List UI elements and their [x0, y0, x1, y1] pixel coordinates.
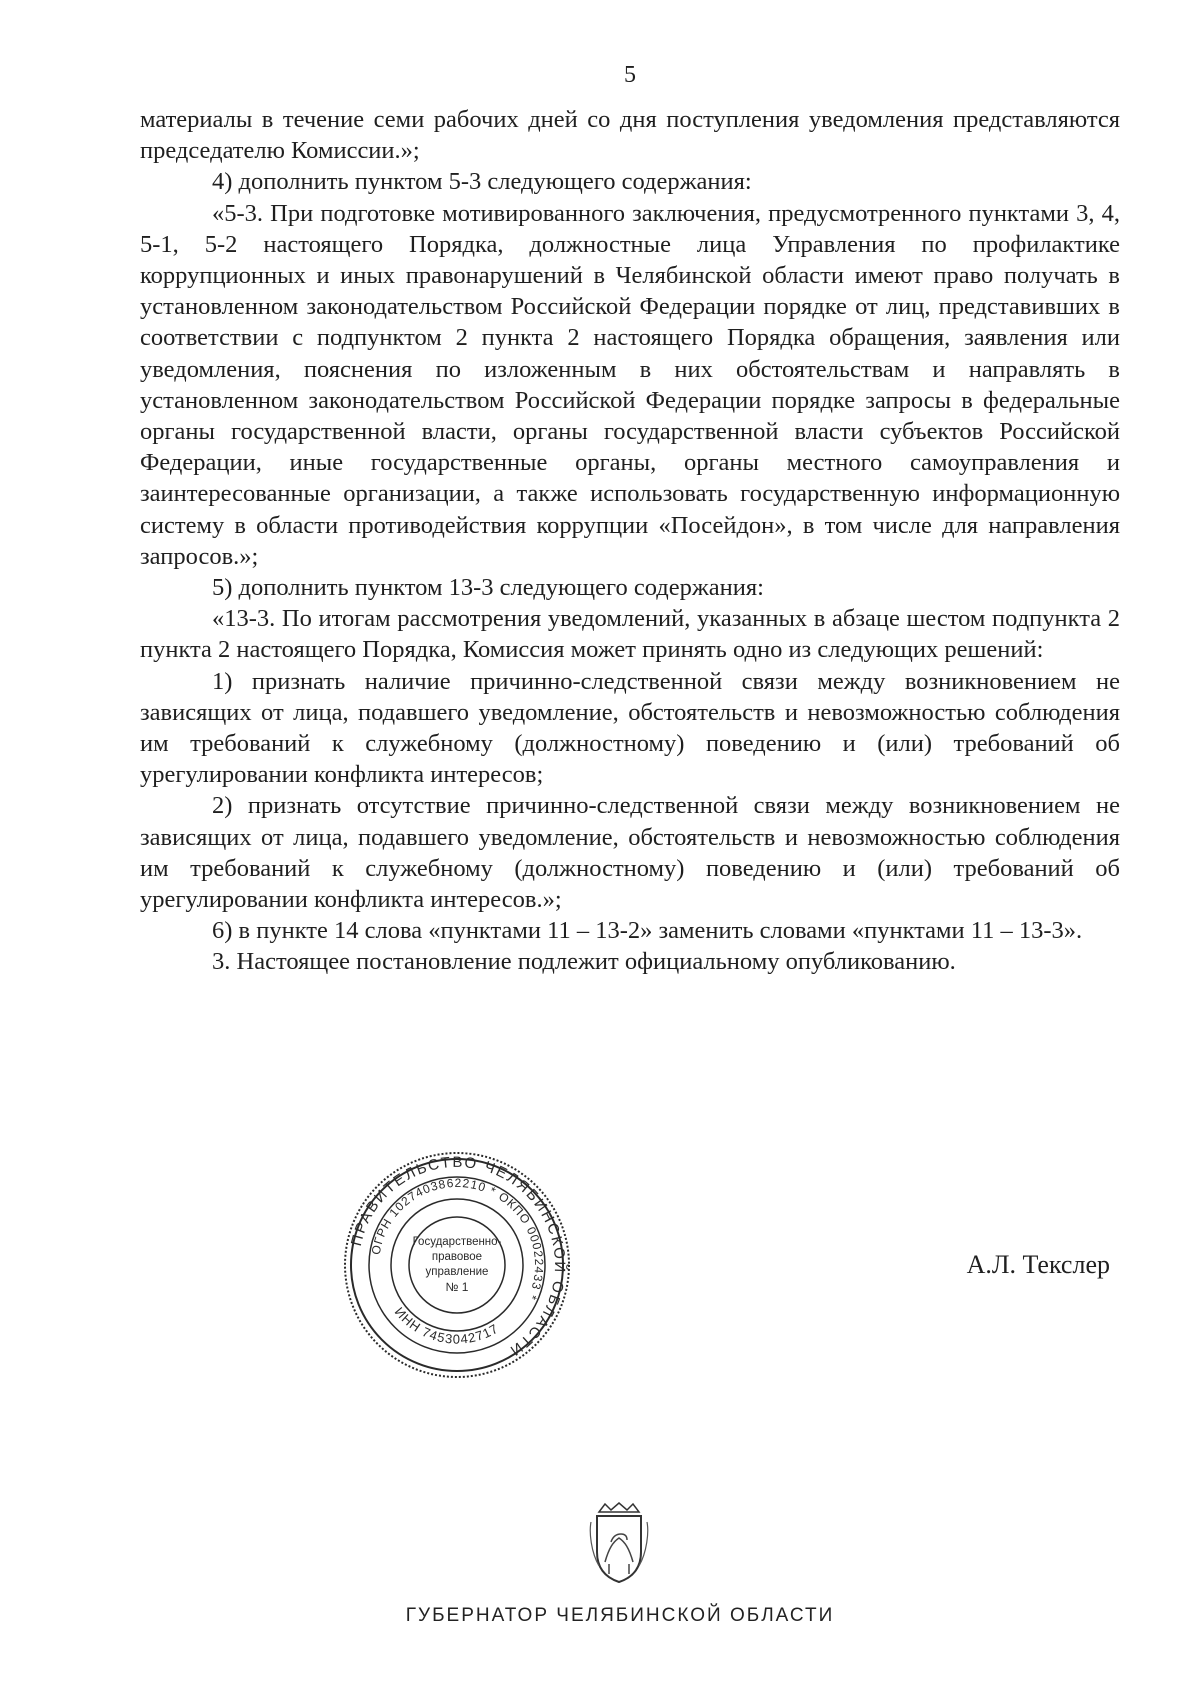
- paragraph: 2) признать отсутствие причинно-следственной связи между возникновением не зависящих от лица, подавшего уведомление, обстоятельств и невозможностью соблюдения им требований к служебному (должностному) поведению и (или) требований об урегулировании конфликта интересов.»;: [140, 792, 1120, 914]
- paragraph: материалы в течение семи рабочих дней со дня поступления уведомления представляются председателю Комиссии.»;: [140, 106, 1120, 165]
- official-seal-stamp: [342, 1150, 572, 1380]
- signer-name: А.Л. Текслер: [966, 1250, 1110, 1279]
- stamp-center-line: № 1: [445, 1280, 469, 1294]
- paragraph: 5) дополнить пунктом 13-3 следующего содержания:: [212, 574, 764, 602]
- paragraph: 1) признать наличие причинно-следственной связи между возникновением не зависящих от лица, подавшего уведомление, обстоятельств и невозможностью соблюдения им требований к служебному (должностному) поведению и (или) требований об урегулировании конфликта интересов;: [140, 667, 1120, 789]
- stamp-outer-ring-text: ПРАВИТЕЛЬСТВО ЧЕЛЯБИНСКОЙ ОБЛАСТИ: [347, 1153, 569, 1360]
- paragraph: 4) дополнить пунктом 5-3 следующего содержания:: [212, 168, 752, 196]
- coat-of-arms-icon: [585, 1502, 653, 1590]
- stamp-inn-text: ИНН 7453042717: [391, 1304, 502, 1347]
- page-number: 5: [624, 62, 636, 88]
- stamp-center-line: правовое: [431, 1251, 483, 1263]
- paragraph: 3. Настоящее постановление подлежит официальному опубликованию.: [212, 948, 956, 976]
- document-body: [140, 104, 1120, 978]
- stamp-center-line: управление: [425, 1266, 489, 1278]
- footer-governor-title: ГУБЕРНАТОР ЧЕЛЯБИНСКОЙ ОБЛАСТИ: [405, 1605, 835, 1626]
- paragraph: 6) в пункте 14 слова «пунктами 11 – 13-2» заменить словами «пунктами 11 – 13-3».: [212, 917, 1083, 945]
- stamp-inner-ring-text: ОГРН 1027403862210 * ОКПО 00022433 *: [368, 1175, 547, 1303]
- signature-block: [0, 1150, 1200, 1380]
- stamp-center-line: Государственно-: [412, 1236, 502, 1248]
- paragraph: «5-3. При подготовке мотивированного заключения, предусмотренного пунктами 3, 4, 5-1, 5-2 настоящего Порядка, должностные лица Управления по профилактике коррупционных и иных правонарушений в Челябинской области имеют право получать в установленном законодательством Российской Федерации порядке от лиц, представивших в соответствии с подпунктом 2 пункта 2 настоящего Порядка обращения, заявления или уведомления, пояснения по изложенным в них обстоятельствам и направлять в установленном законодательством Российской Федерации порядке запросы в федеральные органы государственной власти, органы государственной власти субъектов Российской Федерации, иные государственные органы, органы местного самоуправления и заинтересованные организации, а также использовать государственную информационную систему в области противодействия коррупции «Посейдон», в том числе для направления запросов.»;: [140, 199, 1120, 570]
- paragraph: «13-3. По итогам рассмотрения уведомлений, указанных в абзаце шестом подпункта 2 пункта 2 настоящего Порядка, Комиссия может принять одно из следующих решений:: [140, 605, 1120, 664]
